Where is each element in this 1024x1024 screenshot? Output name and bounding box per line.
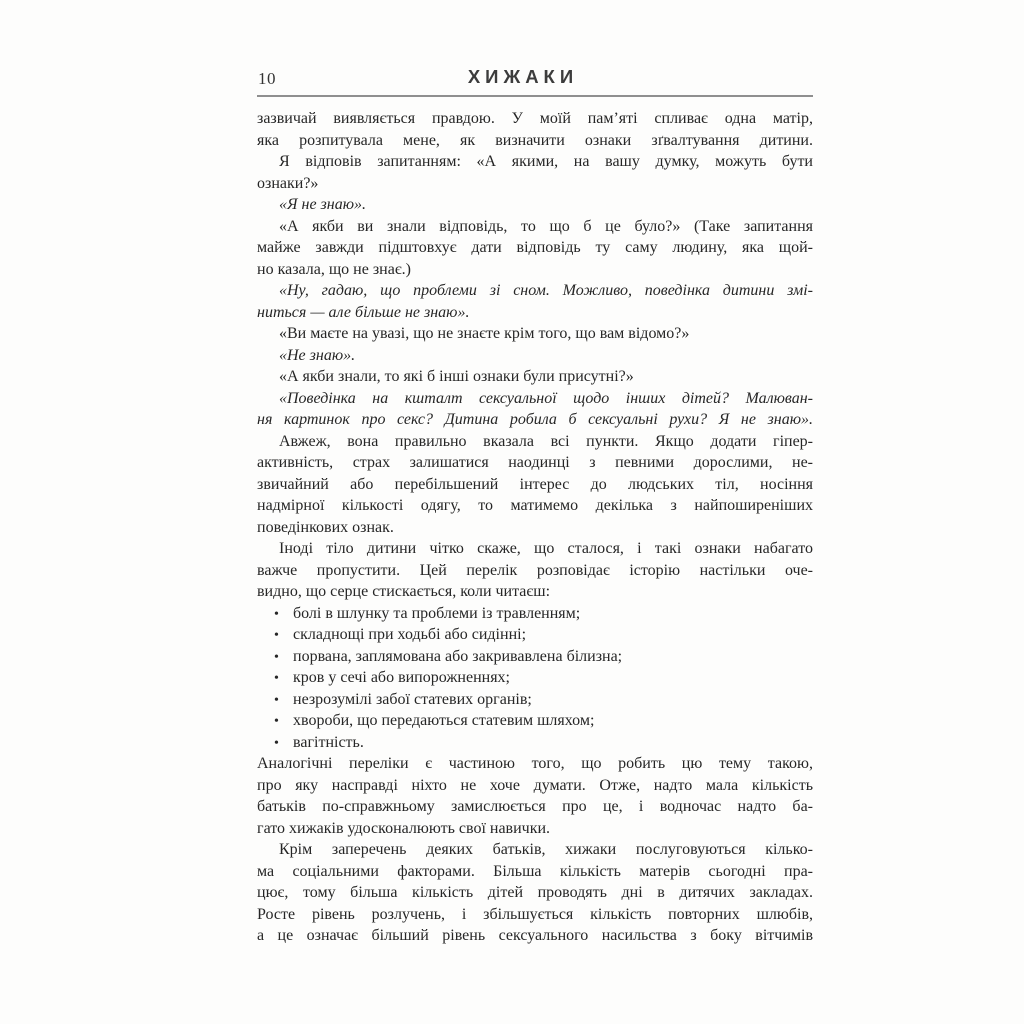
text-line: Я відповів запитанням: «А якими, на вашу думку, можуть бути	[279, 153, 813, 170]
list-item	[257, 732, 813, 754]
running-head-title: ХИЖАКИ	[467, 66, 579, 87]
text-line: майже завжди підштовхує дати відповідь ту саму людину, яка щой-	[257, 239, 813, 256]
list-item-text: порвана, заплямована або закривавлена білизна;	[293, 647, 623, 665]
text-line: ниться — але більше не знаю».	[257, 303, 470, 321]
paragraph	[257, 538, 813, 603]
list-item-text: хвороби, що передаються статевим шляхом;	[293, 712, 595, 729]
text-line: Авжеж, вона правильно вказала всі пункти. Якщо додати гіпер-	[279, 432, 813, 450]
text-line: видно, що серце стискається, коли читаєш:	[257, 583, 551, 600]
text-line: активність, страх залишатися наодинці з певними дорослими, не-	[257, 454, 813, 471]
text-line: а це означає більший рівень сексуального насильства з боку вітчимів	[257, 927, 813, 944]
text-line: яка розпитувала мене, як визначити ознаки зґвалтування дитини.	[257, 131, 813, 149]
running-header	[257, 60, 813, 97]
bullet-list	[257, 603, 813, 754]
bullet-icon: •	[274, 649, 279, 665]
list-item	[257, 624, 813, 646]
text-line: «А якби ви знали відповідь, то що б це було?» (Таке запитання	[279, 217, 813, 235]
text-line: гато хижаків удосконалюють свої навички.	[257, 819, 551, 837]
paragraph	[257, 388, 813, 431]
paragraph	[257, 839, 813, 947]
text-line: зазвичай виявляється правдою. У моїй пам’яті спливає одна матір,	[257, 110, 813, 127]
bullet-icon: •	[274, 692, 279, 708]
text-line: ознаки?»	[257, 174, 319, 192]
list-item-text: кров у сечі або випорожненнях;	[293, 669, 510, 686]
paragraph	[257, 151, 813, 194]
paragraph	[257, 323, 813, 345]
paragraph	[257, 216, 813, 281]
bullet-icon: •	[274, 735, 279, 751]
text-line: Аналогічні переліки є частиною того, що робить цю тему такою,	[257, 755, 813, 772]
bullet-icon: •	[274, 628, 279, 643]
text-line: звичайний або перебільшений інтерес до людських тіл, носіння	[257, 475, 813, 493]
paragraph	[257, 108, 813, 151]
paragraph	[257, 366, 813, 388]
text-line: «Поведінка на кшталт сексуальної щодо інших дітей? Малюван-	[279, 389, 813, 407]
list-item	[257, 710, 813, 732]
text-line: цює, тому більша кількість дітей проводять дні в дитячих закладах.	[257, 884, 813, 901]
text-line: Росте рівень розлучень, і збільшується кількість повторних шлюбів,	[257, 905, 813, 923]
text-column	[257, 60, 813, 947]
list-item-text: складнощі при ходьбі або сидінні;	[293, 626, 527, 643]
list-item-text: незрозумілі забої статевих органів;	[293, 690, 532, 708]
text-line: «Ну, гадаю, що проблеми зі сном. Можливо, поведінка дитини змі-	[279, 282, 813, 299]
body-text	[257, 108, 813, 947]
paragraph	[257, 280, 813, 323]
paragraph	[257, 753, 813, 839]
text-line: батьків по-справжньому замислюється про це, і водночас надто ба-	[257, 798, 813, 815]
text-line: «Ви маєте на увазі, що не знаєте крім того, що вам відомо?»	[279, 325, 690, 342]
text-line: «Не знаю».	[279, 346, 356, 364]
list-item	[257, 667, 813, 689]
list-item	[257, 646, 813, 668]
text-line: «А якби знали, то які б інші ознаки були присутні?»	[279, 368, 634, 385]
list-item	[257, 689, 813, 711]
paragraph	[257, 345, 813, 367]
text-line: но казала, що не знає.)	[257, 260, 412, 278]
bullet-icon: •	[274, 714, 279, 729]
list-item-text: болі в шлунку та проблеми із травленням;	[293, 604, 581, 622]
text-line: «Я не знаю».	[279, 196, 367, 213]
paragraph	[257, 431, 813, 539]
bullet-icon: •	[274, 671, 279, 686]
page-number: 10	[258, 69, 276, 88]
bullet-icon: •	[274, 606, 279, 622]
text-line: Іноді тіло дитини чітко скаже, що сталося, і такі ознаки набагато	[279, 540, 813, 557]
list-item	[257, 603, 813, 625]
text-line: поведінкових ознак.	[257, 518, 394, 536]
text-line: ня картинок про секс? Дитина робила б сексуальні рухи? Я не знаю».	[257, 411, 813, 428]
text-line: важче пропустити. Цей перелік розповідає історію настільки оче-	[257, 561, 813, 579]
paragraph	[257, 194, 813, 216]
text-line: Крім заперечень деяких батьків, хижаки послуговуються кілько-	[279, 841, 813, 858]
text-line: про яку насправді ніхто не хоче думати. Отже, надто мала кількість	[257, 776, 813, 794]
text-line: ма соціальними факторами. Більша кількість матерів сьогодні пра-	[257, 862, 813, 880]
text-line: надмірної кількості одягу, то матимемо декілька з найпоширеніших	[257, 497, 813, 514]
list-item-text: вагітність.	[293, 733, 364, 751]
